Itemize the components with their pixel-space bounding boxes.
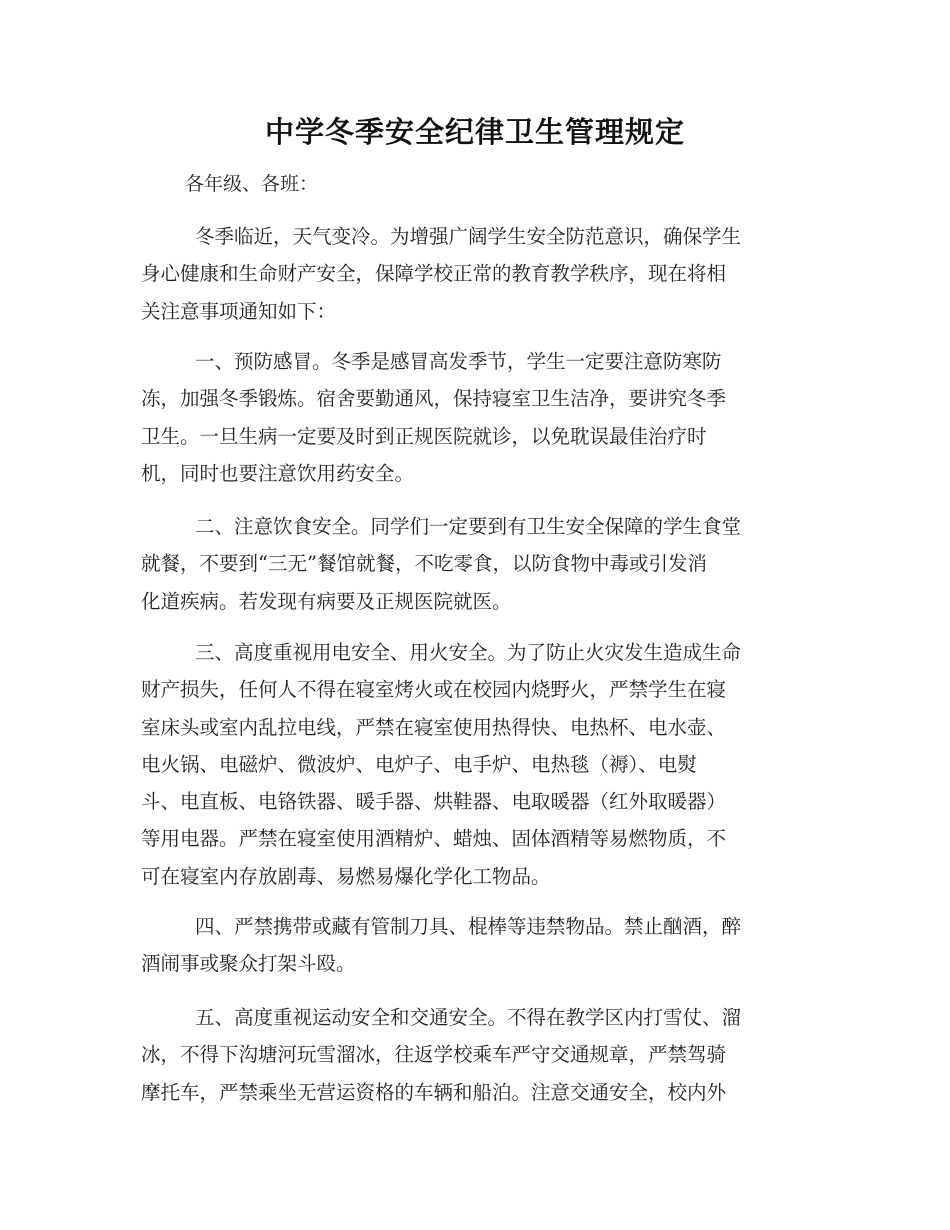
paragraph-line: 就餐，不要到“三无”餐馆就餐，不吃零食，以防食物中毒或引发消 <box>141 552 707 576</box>
paragraph-item-3 <box>141 634 809 895</box>
paragraph-line: 机，同时也要注意饮用药安全。 <box>141 461 415 485</box>
paragraph-line: 室床头或室内乱拉电线，严禁在寝室使用热得快、电热杯、电水壶、 <box>141 715 727 739</box>
paragraph-line: 冰，不得下沟塘河玩雪溜冰，往返学校乘车严守交通规章，严禁驾骑 <box>141 1043 727 1067</box>
paragraph-line: 酒闹事或聚众打架斗殴。 <box>141 952 356 976</box>
paragraph-line: 卫生。一旦生病一定要及时到正规医院就诊，以免耽误最佳治疗时 <box>141 424 707 448</box>
paragraph-line: 四、严禁携带或藏有管制刀具、棍棒等违禁物品。禁止酗酒，醉 <box>195 915 742 938</box>
salutation: 各年级、各班： <box>185 173 319 195</box>
paragraph-line: 摩托车，严禁乘坐无营运资格的车辆和船泊。注意交通安全，校内外 <box>141 1080 727 1104</box>
paragraph-line: 冻，加强冬季锻炼。宿舍要勤通风，保持寝室卫生洁净，要讲究冬季 <box>141 387 727 411</box>
paragraph-item-4 <box>141 908 809 983</box>
paragraph-item-5 <box>141 999 809 1111</box>
paragraph-line: 身心健康和生命财产安全，保障学校正常的教育教学秩序，现在将相 <box>141 262 727 286</box>
paragraph-line: 冬季临近，天气变冷。为增强广阔学生安全防范意识，确保学生 <box>195 225 742 248</box>
paragraph-item-2 <box>141 508 809 620</box>
paragraph-line: 斗、电直板、电铬铁器、暖手器、烘鞋器、电取暖器（红外取暖器） <box>141 790 727 814</box>
paragraph-line: 五、高度重视运动安全和交通安全。不得在教学区内打雪仗、溜 <box>195 1006 742 1029</box>
paragraph-item-1 <box>141 343 809 492</box>
paragraph-line: 三、高度重视用电安全、用火安全。为了防止火灾发生造成生命 <box>195 641 742 664</box>
paragraph-line: 电火锅、电磁炉、微波炉、电炉子、电手炉、电热毯（褥）、电熨 <box>141 752 697 776</box>
paragraph-line: 一、预防感冒。冬季是感冒高发季节，学生一定要注意防寒防 <box>195 350 722 373</box>
paragraph-intro <box>141 218 809 330</box>
page-title: 中学冬季安全纪律卫生管理规定 <box>264 115 685 149</box>
paragraph-line: 财产损失，任何人不得在寝室烤火或在校园内烧野火，严禁学生在寝 <box>141 678 727 702</box>
paragraph-line: 等用电器。严禁在寝室使用酒精炉、蜡烛、固体酒精等易燃物质，不 <box>141 827 727 851</box>
paragraph-line: 可在寝室内存放剧毒、易燃易爆化学化工物品。 <box>141 864 551 888</box>
paragraph-line: 关注意事项通知如下： <box>141 299 337 323</box>
paragraph-line: 化道疾病。若发现有病要及正规医院就医。 <box>141 589 512 613</box>
paragraph-line: 二、注意饮食安全。同学们一定要到有卫生安全保障的学生食堂 <box>195 515 742 538</box>
